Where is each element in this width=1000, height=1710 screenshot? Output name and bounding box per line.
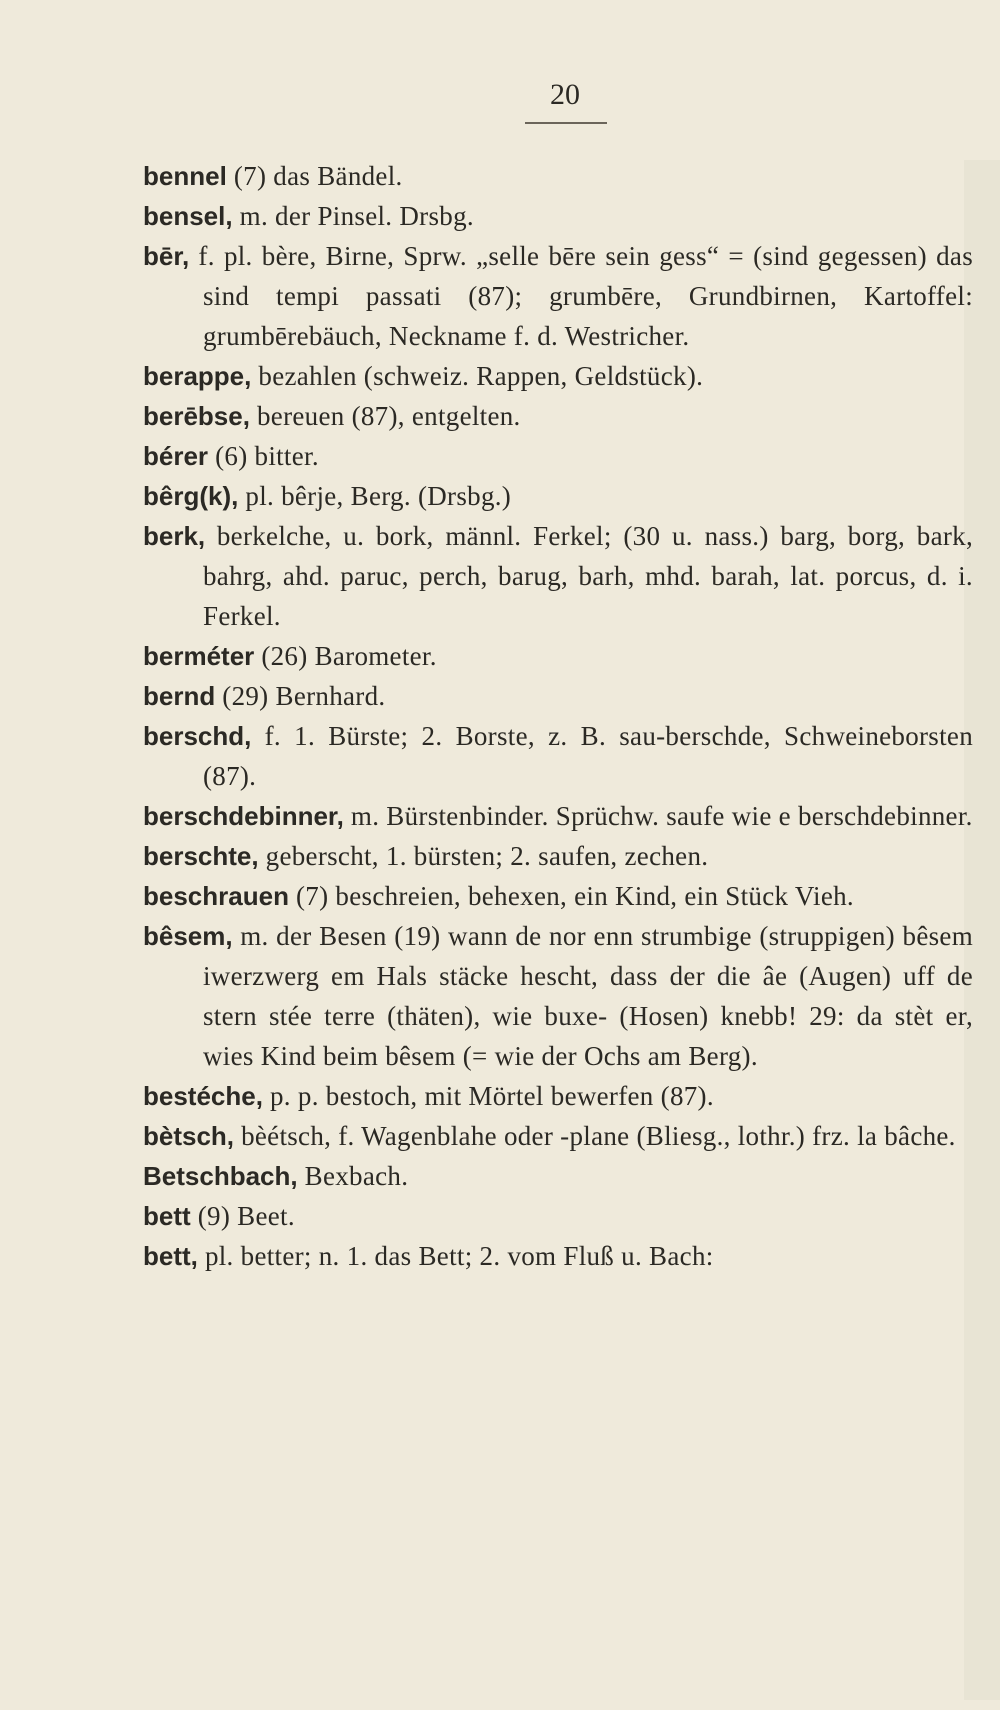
entry-headword: berēbse, [143,401,250,431]
entry-definition: p. p. bestoch, mit Mörtel bewerfen (87). [262,1081,714,1111]
entry-definition: (7) das Bändel. [226,161,403,191]
dictionary-entry [143,156,973,196]
page-number: 20 [550,78,580,111]
entry-headword: beschrauen [143,881,289,911]
entry-definition: pl. bêrje, Berg. (Drsbg.) [238,481,512,511]
dictionary-entry [143,476,973,516]
dictionary-entry [143,396,973,436]
dictionary-entry [143,516,973,636]
entry-headword: berméter [143,641,255,671]
entry-headword: bêrg(k), [143,481,239,511]
entry-definition: (6) bitter. [208,441,319,471]
dictionary-entry [143,1196,973,1236]
dictionary-entry [143,796,973,836]
dictionary-entry [143,916,973,1076]
entry-definition: (29) Bernhard. [215,681,386,711]
dictionary-entry [143,236,973,356]
dictionary-entry [143,436,973,476]
entry-headword: Betschbach, [143,1161,298,1191]
entry-definition: bereuen (87), entgelten. [249,401,521,431]
entry-headword: bēr, [143,241,190,271]
entry-definition: m. der Besen (19) wann de nor enn strumbige (struppigen) bêsem iwerzwerg em Hals stäcke hescht, dass der die âe (Augen) uff de stern stée terre (thäten), wie buxe- (Hosen) knebb! 29: da stèt er, wies Kind beim bêsem (= wie der Ochs am Berg). [203,921,973,1071]
dictionary-entry [143,1156,973,1196]
dictionary-entry [143,1116,973,1156]
entry-definition: m. Bürstenbinder. Sprüchw. saufe wie e berschdebinner. [343,801,973,831]
entry-headword: bestéche, [143,1081,263,1111]
entry-headword: bensel, [143,201,233,231]
dictionary-entry [143,1076,973,1116]
entry-headword: berschte, [143,841,259,871]
entry-headword: berschdebinner, [143,801,344,831]
entry-headword: bêsem, [143,921,233,951]
entry-definition: pl. better; n. 1. das Bett; 2. vom Fluß u. Bach: [197,1241,714,1271]
entry-headword: bernd [143,681,216,711]
dictionary-entries [143,156,973,1276]
dictionary-entry [143,636,973,676]
entry-headword: bennel [143,161,227,191]
dictionary-entry [143,876,973,916]
entry-definition: (26) Barometer. [254,641,437,671]
entry-headword: berschd, [143,721,252,751]
entry-headword: berk, [143,521,206,551]
page-number-rule [525,122,607,124]
entry-headword: bett, [143,1241,198,1271]
entry-headword: berappe, [143,361,252,391]
entry-definition: geberscht, 1. bürsten; 2. saufen, zechen. [258,841,709,871]
dictionary-entry [143,356,973,396]
entry-definition: f. pl. bère, Birne, Sprw. „selle bēre sein gess“ = (sind gegessen) das sind tempi passati (87); grumbēre, Grundbirnen, Kartoffel: grumbērebäuch, Neckname f. d. Westricher. [189,241,973,351]
entry-definition: m. der Pinsel. Drsbg. [232,201,474,231]
entry-definition: berkelche, u. bork, männl. Ferkel; (30 u. nass.) barg, borg, bark, bahrg, ahd. paruc, perch, barug, barh, mhd. barah, lat. porcus, d. i. Ferkel. [203,521,973,631]
dictionary-entry [143,716,973,796]
entry-definition: (9) Beet. [190,1201,295,1231]
entry-headword: bett [143,1201,191,1231]
dictionary-entry [143,1236,973,1276]
entry-headword: bètsch, [143,1121,235,1151]
entry-definition: Bexbach. [297,1161,409,1191]
entry-headword: bérer [143,441,209,471]
dictionary-entry [143,836,973,876]
dictionary-entry [143,676,973,716]
entry-definition: bezahlen (schweiz. Rappen, Geldstück). [251,361,704,391]
dictionary-entry [143,196,973,236]
entry-definition: (7) beschreien, behexen, ein Kind, ein Stück Vieh. [288,881,854,911]
entry-definition: bèétsch, f. Wagenblahe oder -plane (Bliesg., lothr.) frz. la bâche. [234,1121,956,1151]
entry-definition: f. 1. Bürste; 2. Borste, z. B. sau-berschde, Schweineborsten (87). [203,721,973,791]
